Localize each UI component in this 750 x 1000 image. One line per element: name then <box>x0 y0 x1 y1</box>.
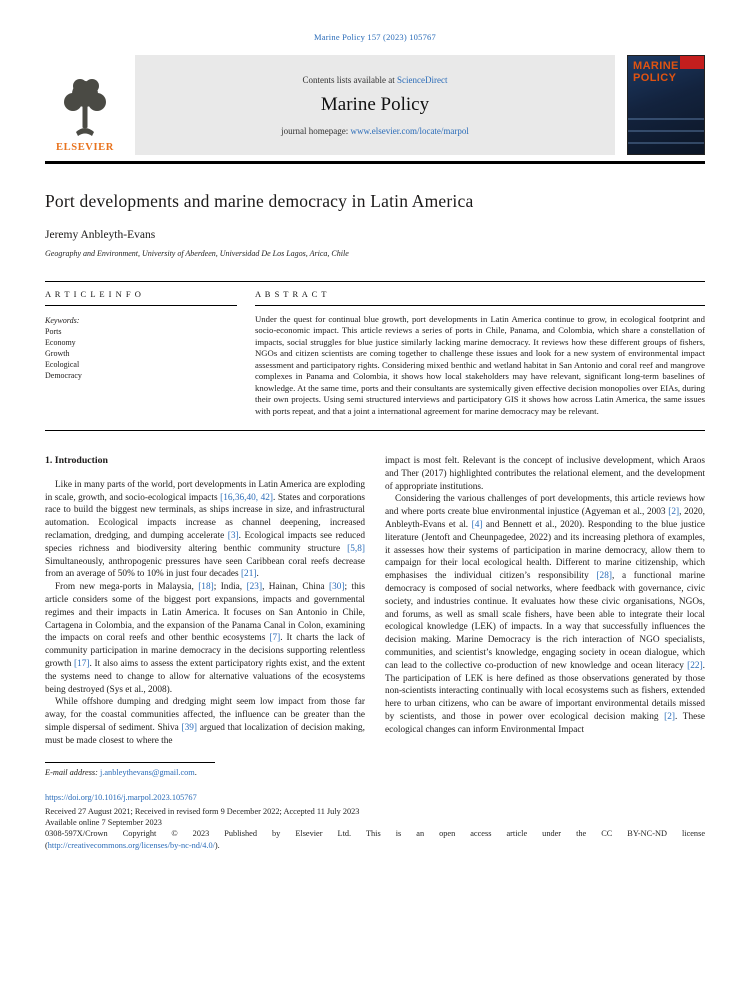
body-left-column <box>45 455 365 748</box>
text-segment: argued that localization of decision making, must be made closest to where the <box>45 722 365 746</box>
text-segment: . It charts the lack of community participation in marine democracy in the decisions supporting relentless growth <box>45 633 365 669</box>
article-info-heading: A R T I C L E I N F O <box>45 282 237 306</box>
author-affiliation: Geography and Environment, University of Aberdeen, Universidad De Los Lagos, Arica, Chile <box>45 248 349 258</box>
citation-link[interactable]: [30] <box>329 582 345 593</box>
citation-link[interactable]: [22] <box>687 660 703 671</box>
text-segment: While offshore dumping and dredging might seem low impact from those far away, for the coastal communities affected, the influence can be greater than the simple dispersal of sediment. Shiva <box>45 697 365 733</box>
citation-link[interactable]: [5,8] <box>347 543 365 554</box>
license-link[interactable]: http://creativecommons.org/licenses/by-nc-nd/4.0/ <box>47 840 215 850</box>
footer-block <box>45 792 705 851</box>
copyright-line: 0308-597X/Crown Copyright © 2023 Published by Elsevier Ltd. This is an open access article under the CC BY-NC-ND license <box>45 829 705 839</box>
keyword-item: Ports <box>45 326 62 336</box>
body-paragraph <box>45 581 365 696</box>
abstract-column <box>237 282 705 431</box>
homepage-line <box>281 126 469 136</box>
body-paragraph <box>45 479 365 581</box>
journal-masthead <box>45 55 705 155</box>
text-segment: . The participation of LEK is here defined as those observations generated by those non-scientists interacting continually with local ecosystems such as fishers, extended here to urban citizens, who can be aware of important environmental details missed by scientists, and those in power over ecological decision making <box>385 660 705 722</box>
keyword-item: Economy <box>45 337 76 347</box>
citation-link[interactable]: [4] <box>471 519 483 530</box>
journal-homepage-link[interactable]: www.elsevier.com/locate/marpol <box>350 125 469 136</box>
abstract-text: Under the quest for continual blue growth, port developments in Latin America continue to grow, in ecological footprint and socio-economic impact. This article reviews a series of ports in Chile, Panama, and Colombia, which share a constellation of impacts, social struggles for blue justice similarly lacking marine democracy. It reviews how these different groups of fishers, NGOs and citizen scientists are coming together to challenge these issues and look for a new system of environmental impact assessment and participatory rights. Considering mixed benthic and wetland habitat in San Antonio and coral reef and mangrove complexes in Panama and Colombia, it shows how local stakeholders may have relevant, significant long-term baselines of knowledge. At the same time, ports and their consultants are systemically given effective decision monopolies over EIAs, during their own projects. Using semi structured interviews and participatory GIS it shows how across Latin America, the same issues with ports repeat, and that a joint a international agreement for marine democracy may be relevant. <box>255 313 705 416</box>
cover-title-line2: POLICY <box>633 71 677 84</box>
text-segment: . It also aims to assess the extent participatory rights exist, and the extent the systems need to change to allow for alternative valuations of the ecosystems being destroyed (Sys et al., 2008). <box>45 658 365 695</box>
section-heading-introduction: 1. Introduction <box>45 455 108 466</box>
available-online: Available online 7 September 2023 <box>45 818 162 828</box>
footnote-rule <box>45 762 215 763</box>
email-label: E-mail address: <box>45 767 100 777</box>
doi-link[interactable]: https://doi.org/10.1016/j.marpol.2023.105767 <box>45 792 197 802</box>
contents-prefix: Contents lists available at <box>302 74 397 85</box>
elsevier-wordmark: ELSEVIER <box>56 142 114 153</box>
citation-link[interactable]: [21] <box>240 569 257 580</box>
text-segment: From new mega-ports in Malaysia, <box>55 582 199 593</box>
citation-link[interactable]: [3] <box>227 530 239 541</box>
homepage-prefix: journal homepage: <box>281 125 351 136</box>
citation-link[interactable]: [7] <box>269 633 281 644</box>
journal-citation-link[interactable]: Marine Policy 157 (2023) 105767 <box>314 32 436 42</box>
text-segment: Considering the various challenges of port developments, this article reviews how and where ports create blue environmental injustice (Agyeman et al., 2003 <box>385 494 705 518</box>
text-segment: . Ecological impacts see reduced species richness and biodiversity altering benthic community structure <box>45 530 365 554</box>
text-segment: Like in many parts of the world, port developments in Latin America are exploding in scale, growth, and socio-ecological impacts <box>45 479 365 503</box>
text-segment: impact is most felt. Relevant is the concept of inclusive development, which Araos and Ther (2017) highlighted contributes the relational element, and the development of appropriate institutions. <box>385 456 705 492</box>
keywords-list <box>45 326 237 381</box>
citation-link[interactable]: [23] <box>246 582 263 593</box>
footnote-area <box>45 762 705 777</box>
text-segment: . These ecological changes can inform Environmental Impact <box>385 711 705 735</box>
body-paragraph <box>45 696 365 747</box>
keyword-item: Growth <box>45 348 70 358</box>
license-line <box>45 840 705 851</box>
email-line <box>45 768 705 777</box>
masthead-rule <box>45 161 705 164</box>
body-right-column <box>385 455 705 748</box>
article-info-column <box>45 282 237 431</box>
journal-cover-thumbnail <box>627 55 705 155</box>
citation-link[interactable]: [39] <box>181 722 197 733</box>
email-link[interactable]: j.anbleythevans@gmail.com <box>100 767 195 777</box>
email-period: . <box>194 767 197 777</box>
info-abstract-section <box>45 281 705 432</box>
text-segment: . <box>256 569 259 580</box>
citation-link[interactable]: [18] <box>198 582 214 593</box>
license-paren-close: ). <box>214 840 220 850</box>
text-segment: , Hainan, China <box>262 582 330 593</box>
text-segment: ; India, <box>213 582 247 593</box>
keywords-label: Keywords: <box>45 315 80 325</box>
contents-line <box>303 75 448 85</box>
cover-red-corner <box>680 56 704 69</box>
cover-title <box>633 61 679 84</box>
text-segment: . States and corporations race to build the biggest new terminals, as ships increase in size, and infrastructural automation. Ecological impacts increase as channel deepening, increased reclamation, dredging, and dumping accelerate <box>45 492 365 541</box>
citation-link[interactable]: [16,36,40, 42] <box>220 492 274 503</box>
received-dates: Received 27 August 2021; Received in revised form 9 December 2022; Accepted 11 July 2023 <box>45 806 360 816</box>
keywords-block <box>45 306 237 381</box>
sciencedirect-link[interactable]: ScienceDirect <box>397 74 448 85</box>
body-paragraph <box>385 455 705 493</box>
body-two-columns <box>45 455 705 748</box>
elsevier-logo <box>45 55 135 155</box>
author-name: Jeremy Anbleyth-Evans <box>45 228 156 241</box>
text-segment: Simultaneously, anthropogenic pressures have seen Caribbean coral reefs decrease from an average of 50% to 10% in just four decades <box>45 556 365 580</box>
cover-wave-decoration <box>628 142 704 144</box>
text-segment: ; this article considers some of the biggest port expansions, impacts and governmental regimes and their impacts in Latin America. It focuses on San Antonio in Chile, Cartagena in Colombia, and the expansion of the Panama Canal in Colon, examining the impacts on coral reefs and other benthic ecosystems <box>45 582 365 644</box>
cover-title-line1: MARINE <box>633 60 679 72</box>
citation-link[interactable]: [2] <box>668 507 680 518</box>
keyword-item: Ecological <box>45 359 80 369</box>
citation-link[interactable]: [17] <box>74 658 90 669</box>
keyword-item: Democracy <box>45 370 82 380</box>
citation-link[interactable]: [28] <box>596 571 612 582</box>
elsevier-tree-icon <box>56 74 114 140</box>
text-segment: , 2020, Anbleyth-Evans et al. <box>385 507 705 530</box>
journal-title: Marine Policy <box>320 93 430 115</box>
abstract-heading: A B S T R A C T <box>255 282 705 306</box>
body-paragraph <box>385 493 705 736</box>
text-segment: and Bennett et al., 2020). Responding to the blue justice literature (Jentoft and Cheunpagedee, 2022) and its increasing plethora of examples, it assesses how their systems of participation in marine democracy, allow them to campaign for their local ecological health. Different to marine citizenship, which emphasises the individual citizen’s responsibility <box>385 519 705 582</box>
cover-wave-decoration <box>628 118 704 120</box>
citation-link[interactable]: [2] <box>664 711 675 722</box>
text-segment: , a functional marine democracy is composed of social networks, where feedback with governance, civic society, and industries continue. It evaluates how these civic organisations, NGOs, and forums, as well as small scale fishers, have been able to integrate their local ecological knowledge (LEK) of impacts. In a way that successfully influences the decision making. Marine Democracy is the rich interaction of NGO specialists, communities, and scientist’s knowledge, engaging society in ocean dialogue, which can lead to the collective co-production of new knowledge and ocean literacy <box>385 571 705 671</box>
cover-wave-decoration <box>628 130 704 132</box>
article-title: Port developments and marine democracy in Latin America <box>45 190 474 211</box>
license-paren-open: ( <box>45 840 48 850</box>
masthead-banner <box>135 55 615 155</box>
